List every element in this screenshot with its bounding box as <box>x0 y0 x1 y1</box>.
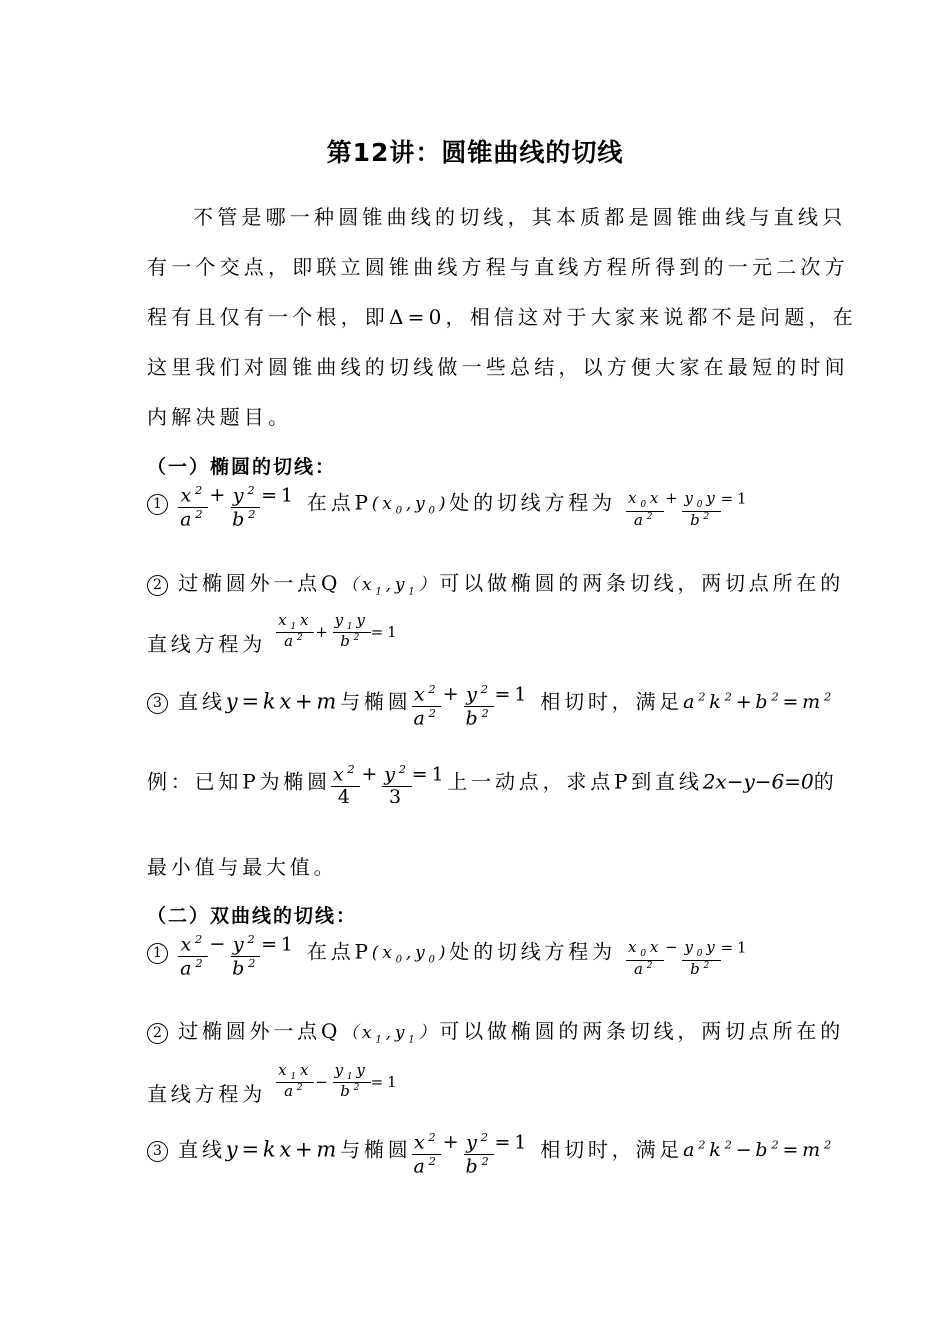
ellipse-item-3: 3 直线y=kx+m与椭圆 $\frac{x^2}{a^2}$ + $\frac{y^2}{b^2}$ =1 相切时，满足$a^2k^2+b^2=m^2$ <box>147 683 835 730</box>
ellipse-tangent-equation: $\frac{x_0x}{a^2}$ <box>628 489 663 529</box>
point-q-coords: $(x_1,y_1)$ <box>341 575 440 598</box>
circled-number: 1 <box>147 494 168 515</box>
circled-number: 2 <box>147 575 168 596</box>
hyperbola-equation: $\frac{x^2}{a^2}$ <box>180 932 207 980</box>
hyperbola-item-1: 1 $\frac{x^2}{a^2}$ − $\frac{y^2}{b^2}$ =1 在点$P(x_0,y_0)$处的切线方程为 $\frac{x_0x}{a^2}$ − $\frac{y_0y}{b^2}$ $^{=1}$ <box>147 933 750 980</box>
section-heading-ellipse: （一）椭圆的切线： <box>147 456 337 478</box>
ellipse-chord-equation: $\frac{x_1x}{a^2}$ <box>278 611 313 651</box>
hyperbola-tangent-equation: $\frac{x_0x}{a^2}$ <box>628 938 663 978</box>
intro-line-5: 内解决题目。 <box>147 405 293 429</box>
intro-paragraph <box>147 192 857 442</box>
hyperbola-item-2-line-2: 直线方程为 $\frac{x_1x}{a^2}$ − $\frac{y_1y}{b^2}$ =1 <box>147 1061 401 1106</box>
page-title: 第12讲：圆锥曲线的切线 <box>326 138 624 167</box>
circled-number: 3 <box>147 693 168 714</box>
ellipse-example: 例：已知P为椭圆 $\frac{x^2}{4}$ + $\frac{y^2}{3}$ =1上一动点，求点P到直线2x−y−6=0的 <box>147 762 838 809</box>
intro-line-4: 这里我们对圆锥曲线的切线做一些总结，以方便大家在最短的时间 <box>147 355 849 379</box>
circled-number: 1 <box>147 943 168 964</box>
intro-line-2: 有一个交点，即联立圆锥曲线方程与直线方程所得到的一元二次方 <box>147 255 849 279</box>
section-heading-hyperbola: （二）双曲线的切线： <box>147 905 358 927</box>
ellipse-equation: $\frac{x^2}{a^2}$ <box>180 483 207 531</box>
hyperbola-chord-equation: $\frac{x_1x}{a^2}$ <box>278 1061 313 1101</box>
circled-number: 2 <box>147 1023 168 1044</box>
ellipse-item-1: 1 $\frac{x^2}{a^2}$ + $\frac{y^2}{b^2}$ =1 在点$P(x_0,y_0)$处的切线方程为 $\frac{x_0x}{a^2}$ + $\frac{y_0y}{b^2}$ $^{=1}$ <box>147 484 750 531</box>
circled-number: 3 <box>147 1141 168 1162</box>
ellipse-example-line-2: 最小值与最大值。 <box>147 855 338 879</box>
point-p-coords: $(x_0,y_0)$ <box>371 494 450 517</box>
ellipse-item-2-line-2: 直线方程为 $\frac{x_1x}{a^2}$ + $\frac{y_1y}{b^2}$ =1 <box>147 611 401 656</box>
intro-line-3: 程有且仅有一个根，即Δ=0，相信这对于大家来说都不是问题，在 <box>147 305 857 329</box>
intro-line-1: 不管是哪一种圆锥曲线的切线，其本质都是圆锥曲线与直线只 <box>193 205 847 229</box>
ellipse-item-2-line-1: 2 过椭圆外一点$Q(x_1,y_1)$可以做椭圆的两条切线，两切点所在的 <box>147 567 844 597</box>
hyperbola-item-3: 3 直线y=kx+m与椭圆 $\frac{x^2}{a^2}$ + $\frac{y^2}{b^2}$ =1 相切时，满足$a^2k^2-b^2=m^2$ <box>147 1131 835 1178</box>
hyperbola-item-2-line-1: 2 过椭圆外一点$Q(x_1,y_1)$可以做椭圆的两条切线，两切点所在的 <box>147 1015 844 1045</box>
